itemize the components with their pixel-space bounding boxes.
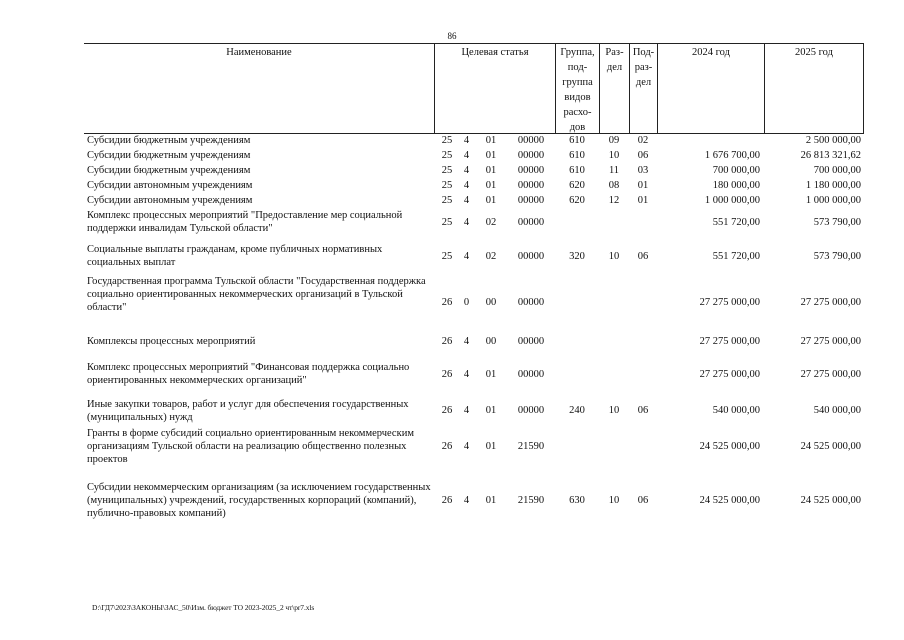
target-code-2: 0 [463,296,470,308]
target-code-4: 00000 [517,216,545,228]
section-code: 09 [608,135,620,146]
group-code: 240 [569,405,585,416]
file-path-footer: D:\ГД7\2023\ЗАКОНЫ\ЗАС_50\Изм. бюджет ТО 2023-2025_2 чт\pr7.xls [92,603,315,612]
subsection-code [629,353,657,395]
target-code-4: 00000 [517,194,545,206]
header-section: Раз- дел [599,44,629,133]
target-code-2: 4 [463,194,470,206]
table-header [84,43,864,134]
header-group: Группа, под- группа видов расхо- дов [555,44,599,133]
target-code-1: 25 [441,194,453,206]
header-name: Наименование [226,47,292,58]
group-code: 620 [569,180,585,191]
target-code-3: 01 [485,165,497,176]
target-code-2: 4 [463,150,470,161]
group-code: 320 [569,250,585,262]
target-code-3: 01 [485,194,497,206]
table-row [84,163,864,178]
row-name: Субсидии бюджетным учреждениям [87,150,251,161]
target-code-4: 21590 [517,441,545,452]
row-name: Социальные выплаты гражданам, кроме публичных нормативных социальных выплат [87,244,383,268]
section-code [599,353,629,395]
row-name: Комплекс процессных мероприятий "Финансовая поддержка социально ориентированных некоммерческих организаций" [87,362,410,386]
section-code [599,275,629,329]
target-code-4: 00000 [517,296,545,308]
target-code-1: 25 [441,165,453,176]
amount-2024: 540 000,00 [712,405,760,416]
section-code: 11 [608,165,620,176]
subsection-code [629,426,657,467]
amount-2025: 2 500 000,00 [805,135,861,146]
table-row [84,395,864,426]
amount-2024: 24 525 000,00 [699,441,760,452]
target-code-3: 02 [485,250,497,262]
section-code: 08 [608,180,620,191]
row-name: Субсидии автономным учреждениям [87,180,253,191]
target-code-1: 26 [441,494,453,506]
section-code: 10 [608,250,620,262]
amount-2025: 26 813 321,62 [800,150,861,161]
group-code: 610 [569,135,585,146]
target-code-4: 00000 [517,180,545,191]
subsection-code: 06 [637,405,649,416]
table-row [84,329,864,353]
target-code-2: 4 [463,335,470,347]
amount-2024: 1 676 700,00 [704,150,760,161]
amount-2025: 27 275 000,00 [800,335,861,347]
section-code: 10 [608,405,620,416]
row-name: Субсидии бюджетным учреждениям [87,165,251,176]
table-row [84,275,864,329]
section-code [599,426,629,467]
target-code-4: 00000 [517,335,545,347]
target-code-2: 4 [463,216,470,228]
group-code: 610 [569,165,585,176]
amount-2025: 24 525 000,00 [800,441,861,452]
amount-2024: 27 275 000,00 [699,335,760,347]
subsection-code [629,207,657,237]
amount-2025: 700 000,00 [813,165,861,176]
row-name: Комплекс процессных мероприятий "Предоставление мер социальной поддержки инвалидам Тульской области" [87,210,403,234]
target-code-3: 00 [485,335,497,347]
header-target: Целевая статья [434,44,555,133]
amount-2024: 24 525 000,00 [699,494,760,506]
subsection-code: 01 [637,180,649,191]
row-name: Государственная программа Тульской области "Государственная поддержка социально ориентированных некоммерческих организаций в Тульской области" [87,276,426,313]
target-code-1: 26 [441,405,453,416]
target-code-2: 4 [463,494,470,506]
group-code [555,275,599,329]
subsection-code: 02 [637,135,649,146]
target-code-4: 00000 [517,250,545,262]
target-code-2: 4 [463,368,470,380]
target-code-4: 00000 [517,368,545,380]
target-code-2: 4 [463,180,470,191]
group-code [555,207,599,237]
section-code: 10 [608,494,620,506]
table-row [84,207,864,237]
target-code-3: 01 [485,180,497,191]
amount-2025: 27 275 000,00 [800,296,861,308]
amount-2025: 540 000,00 [813,405,861,416]
amount-2024: 180 000,00 [712,180,760,191]
table-row [84,148,864,163]
page-number: 86 [447,31,457,41]
row-name: Субсидии бюджетным учреждениям [87,135,251,146]
target-code-1: 26 [441,335,453,347]
row-name: Субсидии автономным учреждениям [87,194,253,206]
subsection-code: 06 [637,250,649,262]
group-code [555,426,599,467]
table-body [84,133,864,533]
target-code-4: 00000 [517,165,545,176]
target-code-3: 01 [485,494,497,506]
amount-2024 [657,133,760,148]
group-code [555,329,599,353]
target-code-4: 21590 [517,494,545,506]
header-subsection: Под- раз- дел [629,44,657,133]
target-code-3: 01 [485,368,497,380]
row-name: Комплексы процессных мероприятий [87,335,256,347]
target-code-1: 25 [441,135,453,146]
amount-2025: 24 525 000,00 [800,494,861,506]
section-code: 12 [608,194,620,206]
row-name: Иные закупки товаров, работ и услуг для обеспечения государственных (муниципальных) нужд [87,398,409,423]
subsection-code: 06 [637,150,649,161]
target-code-3: 02 [485,216,497,228]
target-code-3: 01 [485,441,497,452]
group-code [555,353,599,395]
table-row [84,178,864,193]
group-code: 620 [569,194,585,206]
target-code-2: 4 [463,441,470,452]
group-code: 630 [569,494,585,506]
amount-2024: 27 275 000,00 [699,368,760,380]
amount-2025: 573 790,00 [813,250,861,262]
target-code-3: 01 [485,405,497,416]
amount-2025: 573 790,00 [813,216,861,228]
target-code-1: 25 [441,150,453,161]
subsection-code: 06 [637,494,649,506]
target-code-2: 4 [463,135,470,146]
table-row [84,426,864,467]
section-code: 10 [608,150,620,161]
target-code-1: 26 [441,368,453,380]
amount-2024: 551 720,00 [712,250,760,262]
group-code: 610 [569,150,585,161]
subsection-code [629,329,657,353]
amount-2024: 1 000 000,00 [704,194,760,206]
header-2025: 2025 год [764,44,864,133]
amount-2025: 1 180 000,00 [805,180,861,191]
header-2024: 2024 год [657,44,764,133]
subsection-code: 03 [637,165,649,176]
subsection-code [629,275,657,329]
table-row [84,237,864,275]
target-code-4: 00000 [517,150,545,161]
target-code-2: 4 [463,165,470,176]
target-code-4: 00000 [517,405,545,416]
amount-2025: 27 275 000,00 [800,368,861,380]
row-name: Гранты в форме субсидий социально ориентированным некоммерческим организациям Тульской области на реализацию общественно полезных проектов [87,428,414,465]
table-row [84,193,864,207]
table-row [84,467,864,533]
target-code-2: 4 [463,405,470,416]
amount-2024: 700 000,00 [712,165,760,176]
subsection-code: 01 [637,194,649,206]
target-code-3: 01 [485,150,497,161]
section-code [599,207,629,237]
target-code-1: 25 [441,250,453,262]
target-code-1: 25 [441,216,453,228]
target-code-2: 4 [463,250,470,262]
target-code-3: 00 [485,296,497,308]
amount-2025: 1 000 000,00 [805,194,861,206]
target-code-1: 25 [441,180,453,191]
target-code-3: 01 [485,135,497,146]
row-name: Субсидии некоммерческим организациям (за исключением государственных (муниципальных) учреждений, государственных корпораций (компаний), публично-правовых компаний) [87,481,431,519]
target-code-1: 26 [441,441,453,452]
target-code-1: 26 [441,296,453,308]
amount-2024: 551 720,00 [712,216,760,228]
table-row [84,133,864,148]
amount-2024: 27 275 000,00 [699,296,760,308]
target-code-4: 00000 [517,135,545,146]
section-code [599,329,629,353]
table-row [84,353,864,395]
